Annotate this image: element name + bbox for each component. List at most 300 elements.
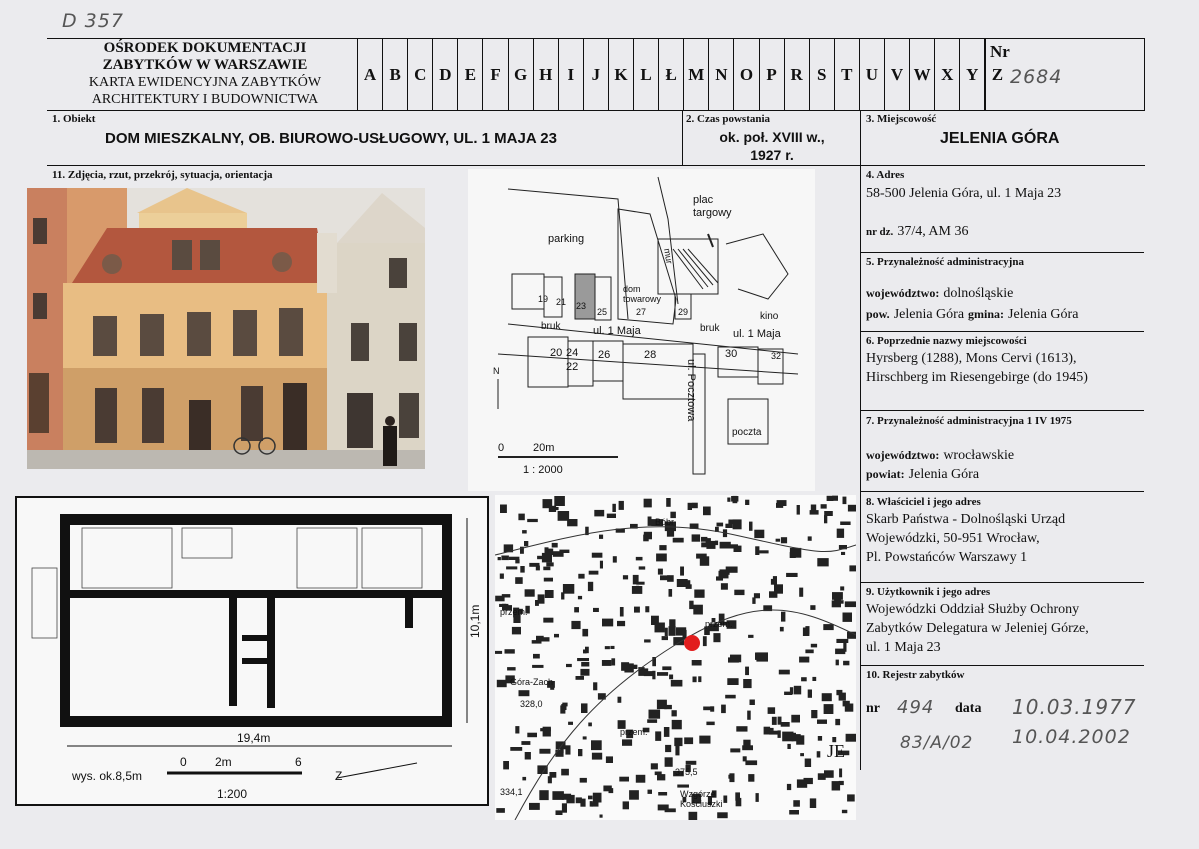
map-label-wzgorze: Wzgórze [680, 789, 716, 799]
map-block [752, 597, 755, 604]
map-block [583, 650, 587, 654]
powiat1975-row [866, 465, 979, 483]
letters-index [357, 39, 1009, 110]
site-label-bruk-1: bruk [541, 321, 561, 332]
map-block [644, 499, 652, 508]
map-block [588, 796, 593, 800]
site-label-targowy: targowy [693, 207, 732, 219]
site-label-mur: mur [662, 247, 675, 265]
map-block [782, 732, 793, 742]
map-block [574, 607, 579, 612]
map-block [832, 600, 841, 607]
map-block [545, 547, 549, 553]
map-label-gora-zach: Góra-Zach [510, 677, 554, 687]
map-block [624, 663, 633, 672]
map-block [827, 496, 834, 501]
institution-line-2: ZABYTKÓW W WARSZAWIE [102, 57, 308, 73]
site-label-bruk-2: bruk [700, 323, 720, 334]
letter-cell: I [558, 39, 583, 110]
letter-cell: P [759, 39, 784, 110]
letter-cell: A [357, 39, 382, 110]
map-block [843, 701, 850, 707]
letter-cell: H [533, 39, 558, 110]
rejestr-nr-label: nr [866, 701, 880, 716]
map-block [810, 798, 816, 808]
wlasc-label: 8. Właściciel i jego adres [866, 496, 981, 508]
map-block [791, 715, 800, 723]
czas-value [686, 128, 858, 164]
map-block [836, 639, 848, 643]
rejestr-data-2: 10.04.2002 [1012, 726, 1131, 748]
map-block [553, 551, 564, 557]
site-num-23: 23 [576, 301, 587, 311]
map-label-kosciuszki: Kościuszki [680, 799, 723, 809]
map-block [592, 802, 599, 806]
map-block [619, 777, 629, 782]
map-block [583, 736, 587, 739]
map-block [536, 636, 544, 642]
map-block [582, 629, 588, 637]
map-block [665, 757, 673, 767]
rejestr-nr-value: 494 [897, 697, 935, 718]
map-block [658, 569, 663, 575]
map-block [599, 535, 603, 539]
map-block [672, 710, 677, 716]
site-num-22: 22 [566, 361, 579, 373]
map-block [659, 545, 666, 550]
map-block [561, 769, 569, 776]
map-block [636, 557, 643, 561]
map-block [731, 496, 738, 502]
map-block [655, 731, 661, 741]
map-block [790, 548, 801, 558]
adres-value: 58-500 Jelenia Góra, ul. 1 Maja 23 [866, 186, 1062, 201]
map-block [503, 761, 509, 769]
map-block [578, 749, 582, 756]
map-block [501, 556, 509, 561]
map-block [556, 810, 563, 815]
map-block [771, 579, 775, 585]
map-block [781, 612, 785, 622]
map-block [790, 687, 793, 694]
map-block [759, 550, 768, 553]
map-block [756, 652, 768, 661]
map-block [644, 639, 651, 642]
map-block [750, 700, 755, 706]
corner-note: D 357 [62, 10, 124, 32]
map-block [710, 706, 714, 711]
letter-cell: O [733, 39, 758, 110]
map-block [701, 542, 709, 547]
floor-scale-2: 2m [215, 755, 232, 769]
map-block [764, 727, 771, 735]
map-block [847, 794, 855, 801]
map-block [721, 583, 728, 590]
map-block [842, 810, 847, 813]
map-block [800, 753, 804, 756]
letter-cell: X [934, 39, 959, 110]
letter-cell: C [407, 39, 432, 110]
map-block [539, 749, 550, 754]
map-block [578, 574, 584, 579]
map-block [673, 538, 684, 543]
site-label-poczta: poczta [732, 427, 762, 438]
map-block [532, 665, 543, 668]
map-block [554, 634, 559, 638]
map-block [648, 790, 653, 794]
czas-line-2: 1927 r. [750, 147, 794, 163]
poprz-line-2: Hirschberg im Riesengebirge (do 1945) [866, 370, 1088, 385]
powiat1975-value: Jelenia Góra [908, 467, 980, 482]
map-block [623, 801, 629, 809]
map-block [617, 621, 625, 626]
letter-cell: T [834, 39, 859, 110]
letter-cell: L [633, 39, 658, 110]
map-block [736, 798, 742, 806]
map-block [717, 812, 728, 818]
nr-value: 2684 [1010, 66, 1063, 88]
map-block [611, 658, 615, 665]
letter-cell: S [809, 39, 834, 110]
map-block [799, 657, 809, 663]
map-block [568, 722, 573, 725]
map-block [580, 669, 589, 676]
map-block [715, 541, 718, 546]
letter-cell: F [482, 39, 507, 110]
map-label-bobr: Bóbr [655, 517, 675, 527]
location-marker [684, 635, 700, 651]
map-block [698, 676, 701, 682]
map-block [701, 537, 707, 542]
map-block [754, 530, 764, 538]
map-block [521, 741, 530, 745]
map-block [655, 772, 662, 776]
map-block [689, 601, 693, 609]
map-block [581, 703, 588, 713]
site-num-24: 24 [566, 347, 579, 359]
map-block [567, 519, 577, 526]
map-block [768, 707, 776, 714]
map-block [793, 800, 800, 807]
floor-north: Z [335, 769, 343, 783]
map-block [591, 740, 602, 750]
letter-cell: N [708, 39, 733, 110]
map-block [622, 739, 632, 745]
map-block [811, 505, 816, 511]
map-block [593, 608, 599, 612]
powiat1975-label: powiat: [866, 467, 905, 481]
map-block [522, 530, 527, 533]
map-block [804, 778, 813, 784]
building-photo [27, 188, 425, 469]
uzytk-label: 9. Użytkownik i jego adres [866, 586, 991, 598]
floor-scale-ratio: 1:200 [217, 787, 248, 801]
map-block [787, 744, 790, 749]
site-label-dom: dom [623, 284, 641, 294]
map-block [837, 529, 844, 538]
map-block [665, 808, 676, 812]
map-block [840, 586, 844, 590]
map-block [754, 593, 760, 598]
map-block [777, 500, 787, 506]
map-block [649, 710, 661, 719]
map-block [706, 722, 714, 726]
map-block [692, 534, 701, 541]
map-block [602, 660, 612, 666]
map-block [781, 722, 790, 727]
map-block [651, 763, 658, 769]
map-block [677, 785, 689, 788]
site-scale-ratio: 1 : 2000 [523, 464, 563, 476]
letter-cell: D [432, 39, 457, 110]
map-block [581, 662, 589, 667]
map-block [733, 519, 742, 529]
map-block [543, 618, 553, 623]
wlasc-line-1: Skarb Państwa - Dolnośląski Urząd [866, 512, 1066, 527]
poprz-label: 6. Poprzednie nazwy miejscowości [866, 335, 1027, 347]
map-block [703, 507, 711, 516]
map-block [736, 726, 747, 731]
nrdz-value: 37/4, AM 36 [897, 224, 969, 239]
map-block [600, 815, 603, 818]
map-block [629, 790, 639, 800]
map-block [662, 636, 668, 640]
adres-label: 4. Adres [866, 169, 905, 181]
map-block [700, 556, 709, 566]
rejestr-nr-2: 83/A/02 [900, 733, 974, 753]
map-block [510, 747, 522, 751]
map-block [818, 736, 822, 741]
map-block [801, 677, 807, 681]
przyn1975-label: 7. Przynależność administracyjna 1 IV 1975 [866, 415, 1072, 427]
map-block [713, 633, 720, 642]
map-label-334: 334,1 [500, 787, 523, 797]
miejscowosc-label: 3. Miejscowość [866, 113, 937, 125]
woj1975-label: województwo: [866, 448, 940, 462]
map-block [647, 719, 657, 723]
woj-label: województwo: [866, 286, 940, 300]
map-label-przem-1: przem. [500, 607, 528, 617]
map-block [672, 720, 682, 729]
map-block [498, 557, 501, 560]
map-block [839, 769, 842, 778]
map-block [658, 792, 667, 796]
przyn-label: 5. Przynależność administracyjna [866, 256, 1024, 268]
letter-cell: V [884, 39, 909, 110]
zdjecia-label: 11. Zdjęcia, rzut, przekrój, sytuacja, orientacja [52, 169, 273, 181]
map-block [805, 650, 813, 654]
letter-cell: K [608, 39, 633, 110]
map-block [613, 556, 617, 562]
map-block [836, 660, 839, 666]
site-label-ul-pocztowa: ul. Pocztowa [685, 359, 697, 422]
map-block [824, 515, 827, 523]
institution-line-1: OŚRODEK DOKUMENTACJI [103, 40, 307, 56]
rejestr-label: 10. Rejestr zabytków [866, 669, 965, 681]
floor-depth-dim: 10,1m [468, 604, 482, 638]
map-block [552, 543, 558, 548]
map-block [684, 737, 693, 744]
map-block [660, 575, 670, 580]
map-block [520, 566, 524, 573]
map-block [824, 511, 833, 516]
map-block [823, 624, 833, 630]
map-block [730, 656, 739, 661]
map-block [720, 542, 731, 549]
map-block [748, 635, 753, 638]
map-block [810, 510, 819, 514]
map-block [822, 693, 832, 701]
map-block [664, 727, 670, 737]
map-block [671, 680, 683, 687]
map-block [727, 678, 738, 685]
map-block [821, 504, 827, 508]
map-block [500, 574, 504, 579]
site-label-plac: plac [693, 194, 714, 206]
map-block [539, 790, 548, 800]
map-block [840, 600, 843, 604]
map-block [552, 791, 564, 800]
site-num-21: 21 [556, 297, 567, 307]
map-block [769, 731, 778, 735]
map-block [703, 636, 707, 646]
map-block [772, 717, 777, 725]
map-block [495, 651, 502, 654]
map-block [688, 503, 692, 510]
map-block [592, 753, 602, 760]
site-label-towarowy: towarowy [623, 294, 662, 304]
map-block [565, 745, 570, 754]
map-block [755, 546, 759, 555]
map-block [745, 760, 757, 765]
site-num-28: 28 [644, 349, 657, 361]
site-num-32: 32 [771, 351, 782, 361]
obiekt-value: DOM MIESZKALNY, OB. BIUROWO-USŁUGOWY, UL. 1 MAJA 23 [105, 130, 557, 147]
site-scale-dist: 20m [533, 442, 555, 454]
map-block [652, 671, 655, 680]
institution-line-4: ARCHITEKTURY I BUDOWNICTWA [91, 92, 319, 107]
map-block [676, 627, 686, 635]
map-block [683, 580, 690, 585]
map-block [562, 803, 567, 812]
map-block [843, 497, 847, 505]
map-block [808, 536, 812, 540]
map-block [544, 578, 553, 582]
woj1975-value: wrocławskie [943, 448, 1015, 463]
map-block [606, 756, 613, 763]
floor-scale-6: 6 [295, 755, 302, 769]
map-label-328: 328,0 [520, 699, 543, 709]
map-block [600, 561, 603, 569]
map-block [843, 613, 853, 622]
map-block [817, 751, 821, 757]
map-block [787, 784, 791, 790]
map-block [610, 646, 614, 649]
map-block [632, 586, 642, 594]
letter-cell: M [683, 39, 708, 110]
letter-cell: G [508, 39, 533, 110]
map-block [560, 747, 563, 753]
gmina-label: gmina: [968, 307, 1005, 321]
map-block [692, 503, 698, 509]
map-block [619, 501, 624, 510]
pow-row [866, 305, 1078, 323]
site-num-29: 29 [678, 307, 689, 317]
map-block [845, 601, 856, 607]
site-num-30: 30 [725, 348, 738, 360]
map-block [505, 649, 515, 653]
woj-value: dolnośląskie [943, 286, 1014, 301]
map-block [605, 646, 610, 649]
map-block [578, 596, 582, 599]
map-block [725, 695, 736, 699]
map-block [835, 649, 845, 655]
site-label-ul-1-maja-2: ul. 1 Maja [733, 328, 781, 340]
map-block [727, 498, 730, 502]
map-block [669, 626, 676, 636]
map-block [694, 590, 704, 598]
site-num-20: 20 [550, 347, 563, 359]
map-block [515, 726, 519, 733]
map-block [656, 554, 667, 562]
map-block [522, 777, 526, 781]
map-block [639, 566, 646, 569]
map-block [665, 628, 668, 636]
map-block [655, 623, 665, 633]
letter-cell: W [909, 39, 934, 110]
wlasc-line-2: Wojewódzki, 50-951 Wrocław, [866, 531, 1040, 546]
map-block [509, 557, 520, 560]
map-block [849, 565, 856, 571]
site-label-parking: parking [548, 233, 585, 245]
map-block [519, 690, 530, 696]
map-block [669, 675, 673, 680]
institution-line-3: KARTA EWIDENCYJNA ZABYTKÓW [88, 75, 322, 90]
map-block [805, 626, 809, 634]
floor-scale-0: 0 [180, 755, 187, 769]
obiekt-label: 1. Obiekt [52, 113, 96, 125]
map-block [728, 775, 733, 779]
map-block [717, 523, 724, 527]
map-block [699, 736, 710, 744]
map-block [799, 588, 803, 597]
map-block [721, 705, 726, 714]
map-block [497, 680, 507, 687]
map-block [593, 682, 597, 690]
map-block [588, 582, 593, 591]
map-block [577, 658, 589, 661]
map-block [730, 748, 740, 752]
map-block [812, 677, 816, 681]
map-block [623, 575, 628, 579]
poprz-line-1: Hyrsberg (1288), Mons Cervi (1613), [866, 351, 1077, 366]
letter-cell: R [784, 39, 809, 110]
map-block [789, 810, 799, 815]
map-block [602, 619, 613, 627]
woj-row [866, 284, 1013, 302]
map-block [824, 704, 834, 714]
map-block [832, 592, 843, 600]
site-num-26: 26 [598, 349, 611, 361]
map-block [542, 553, 552, 563]
floor-plan [15, 496, 489, 806]
nrdz-row [866, 222, 969, 240]
map-block [576, 797, 582, 803]
map-block [576, 676, 585, 680]
letter-cell: Y [959, 39, 984, 110]
map-block [546, 562, 553, 566]
map-block [723, 796, 727, 803]
